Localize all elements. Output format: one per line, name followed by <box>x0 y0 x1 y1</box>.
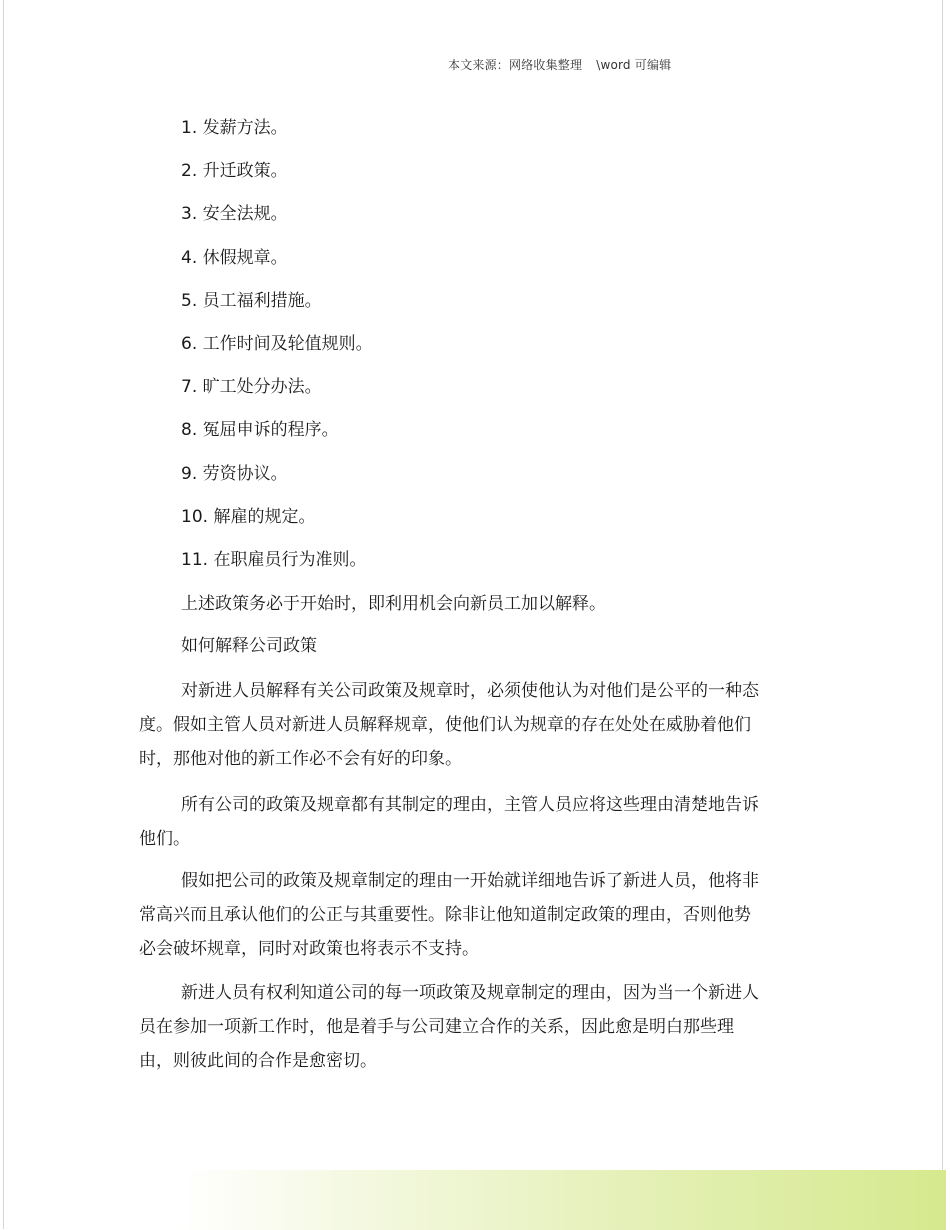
list-item: 1. 发薪方法。 <box>181 118 288 138</box>
list-item: 8. 冤屈申诉的程序。 <box>181 420 339 441</box>
list-item: 10. 解雇的规定。 <box>181 506 316 527</box>
header-source: 本文来源：网络收集整理 <box>448 58 583 72</box>
header-editable: \word 可编辑 <box>596 58 672 72</box>
policy-list <box>181 114 373 589</box>
list-item: 2. 升迁政策。 <box>181 161 288 182</box>
paragraph-2: 所有公司的政策及规章都有其制定的理由，主管人员应将这些理由清楚地告诉他们。 <box>139 795 759 849</box>
footer-decoration <box>180 1170 946 1230</box>
list-item: 4. 休假规章。 <box>181 247 288 268</box>
list-item: 7. 旷工处分办法。 <box>181 377 322 398</box>
paragraph-1: 对新进人员解释有关公司政策及规章时，必须使他认为对他们是公平的一种态度。假如主管人员对新进人员解释规章，使他们认为规章的存在处处在威胁着他们时，那他对他的新工作必不会有好的印象。 <box>139 681 759 769</box>
paragraph-3: 假如把公司的政策及规章制定的理由一开始就详细地告诉了新进人员，他将非常高兴而且承认他们的公正与其重要性。除非让他知道制定政策的理由，否则他势必会破坏规章，同时对政策也将表示不支持。 <box>139 871 759 959</box>
paragraph-4: 新进人员有权利知道公司的每一项政策及规章制定的理由，因为当一个新进人员在参加一项新工作时，他是着手与公司建立合作的关系，因此愈是明白那些理由，则彼此间的合作是愈密切。 <box>139 983 759 1071</box>
summary-line: 上述政策务必于开始时，即利用机会向新员工加以解释。 <box>181 594 606 614</box>
list-item: 11. 在职雇员行为准则。 <box>181 549 367 570</box>
list-item: 9. 劳资协议。 <box>181 463 288 484</box>
list-item: 3. 安全法规。 <box>181 204 288 225</box>
list-item: 6. 工作时间及轮值规则。 <box>181 333 373 354</box>
list-item: 5. 员工福利措施。 <box>181 290 322 311</box>
section-heading: 如何解释公司政策 <box>181 636 317 656</box>
page-header <box>448 56 671 73</box>
